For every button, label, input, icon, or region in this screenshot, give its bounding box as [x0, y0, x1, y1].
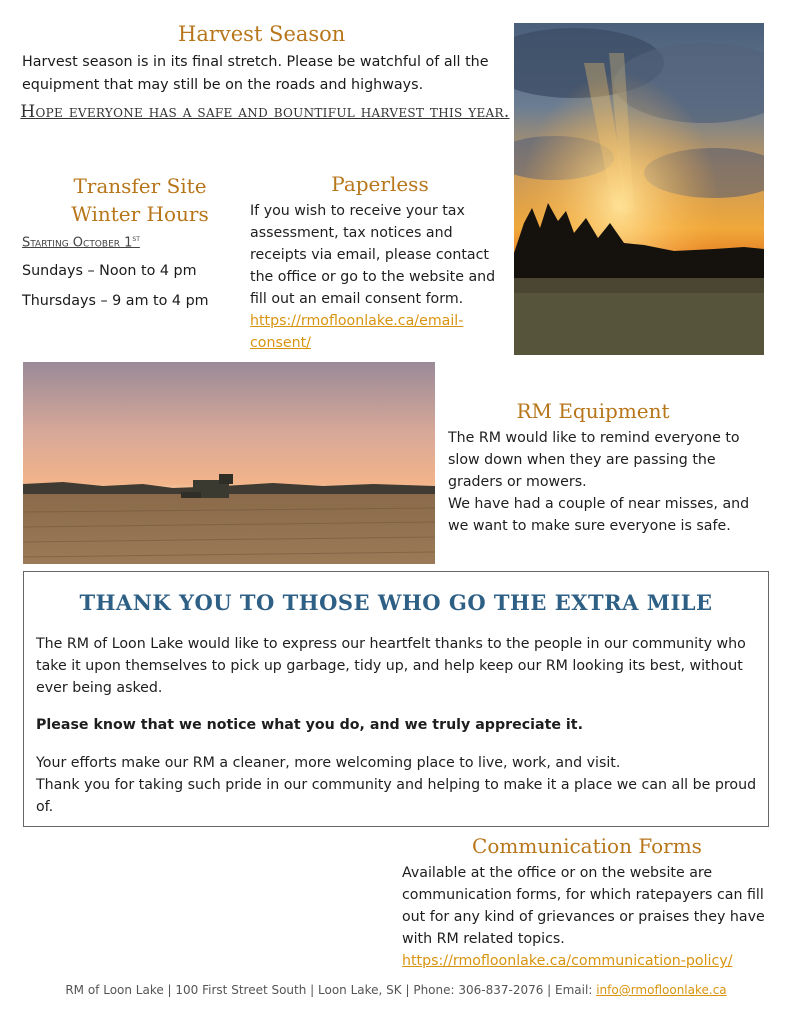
footer-contact: RM of Loon Lake | 100 First Street South | Loon Lake, SK | Phone: 306-837-2076 | Email: — [65, 983, 597, 997]
thank-you-box — [23, 571, 769, 827]
rm-equipment-section — [448, 427, 768, 537]
thank-you-closing — [36, 752, 760, 818]
harvest-wish-text: Hope everyone has a safe and bountiful harvest this year. — [20, 102, 510, 122]
transfer-title-line2: Winter Hours — [71, 202, 209, 226]
thank-you-paragraph: The RM of Loon Lake would like to express our heartfelt thanks to the people in our community who take it upon themselves to pick up garbage, tidy up, and help keep our RM looking its best, without ever being asked. — [36, 636, 746, 696]
rm-equipment-title: RM Equipment — [516, 399, 670, 423]
harvest-season-title: Harvest Season — [178, 22, 346, 46]
appreciation-statement: Please know that we notice what you do, and we truly appreciate it. — [36, 717, 583, 733]
paperless-title: Paperless — [331, 172, 429, 196]
start-date-suffix: st — [132, 234, 140, 243]
communication-forms-title: Communication Forms — [472, 834, 702, 858]
communication-policy-link[interactable]: https://rmofloonlake.ca/communication-policy/ — [402, 953, 733, 969]
thank-you-closing-line1: Your efforts make our RM a cleaner, more welcoming place to live, work, and visit. — [36, 755, 621, 771]
transfer-start-date — [22, 234, 140, 250]
sunset-field-photo — [514, 23, 764, 355]
paperless-section — [250, 200, 512, 354]
communication-forms-section — [402, 862, 774, 972]
paperless-text: If you wish to receive your tax assessment, tax notices and receipts via email, please contact the office or go to the website and fill out an email consent form. — [250, 203, 496, 307]
footer — [0, 983, 792, 997]
communication-text: Available at the office or on the website are communication forms, for which ratepayers can fill out for any kind of grievances or praises they have with RM related topics. — [402, 865, 765, 947]
harvest-season-text: Harvest season is in its final stretch. Please be watchful of all the equipment that may still be on the roads and highways. — [22, 54, 489, 93]
equipment-text-1: The RM would like to remind everyone to slow down when they are passing the graders or mowers. — [448, 430, 740, 490]
thank-you-title: THANK YOU TO THOSE WHO GO THE EXTRA MILE — [79, 590, 713, 615]
thursday-hours: Thursdays – 9 am to 4 pm — [22, 293, 209, 309]
combine-harvester-photo — [23, 362, 435, 564]
transfer-site-title — [40, 172, 240, 228]
thank-you-closing-line2: Thank you for taking such pride in our community and helping to make it a place we can all be proud of. — [36, 777, 757, 815]
email-consent-link[interactable]: https://rmofloonlake.ca/email-consent/ — [250, 313, 464, 351]
footer-email-link[interactable]: info@rmofloonlake.ca — [596, 983, 727, 997]
equipment-text-2: We have had a couple of near misses, and we want to make sure everyone is safe. — [448, 496, 750, 534]
start-date-text: Starting October 1 — [22, 235, 133, 251]
transfer-title-line1: Transfer Site — [73, 174, 207, 198]
sunday-hours: Sundays – Noon to 4 pm — [22, 263, 197, 279]
